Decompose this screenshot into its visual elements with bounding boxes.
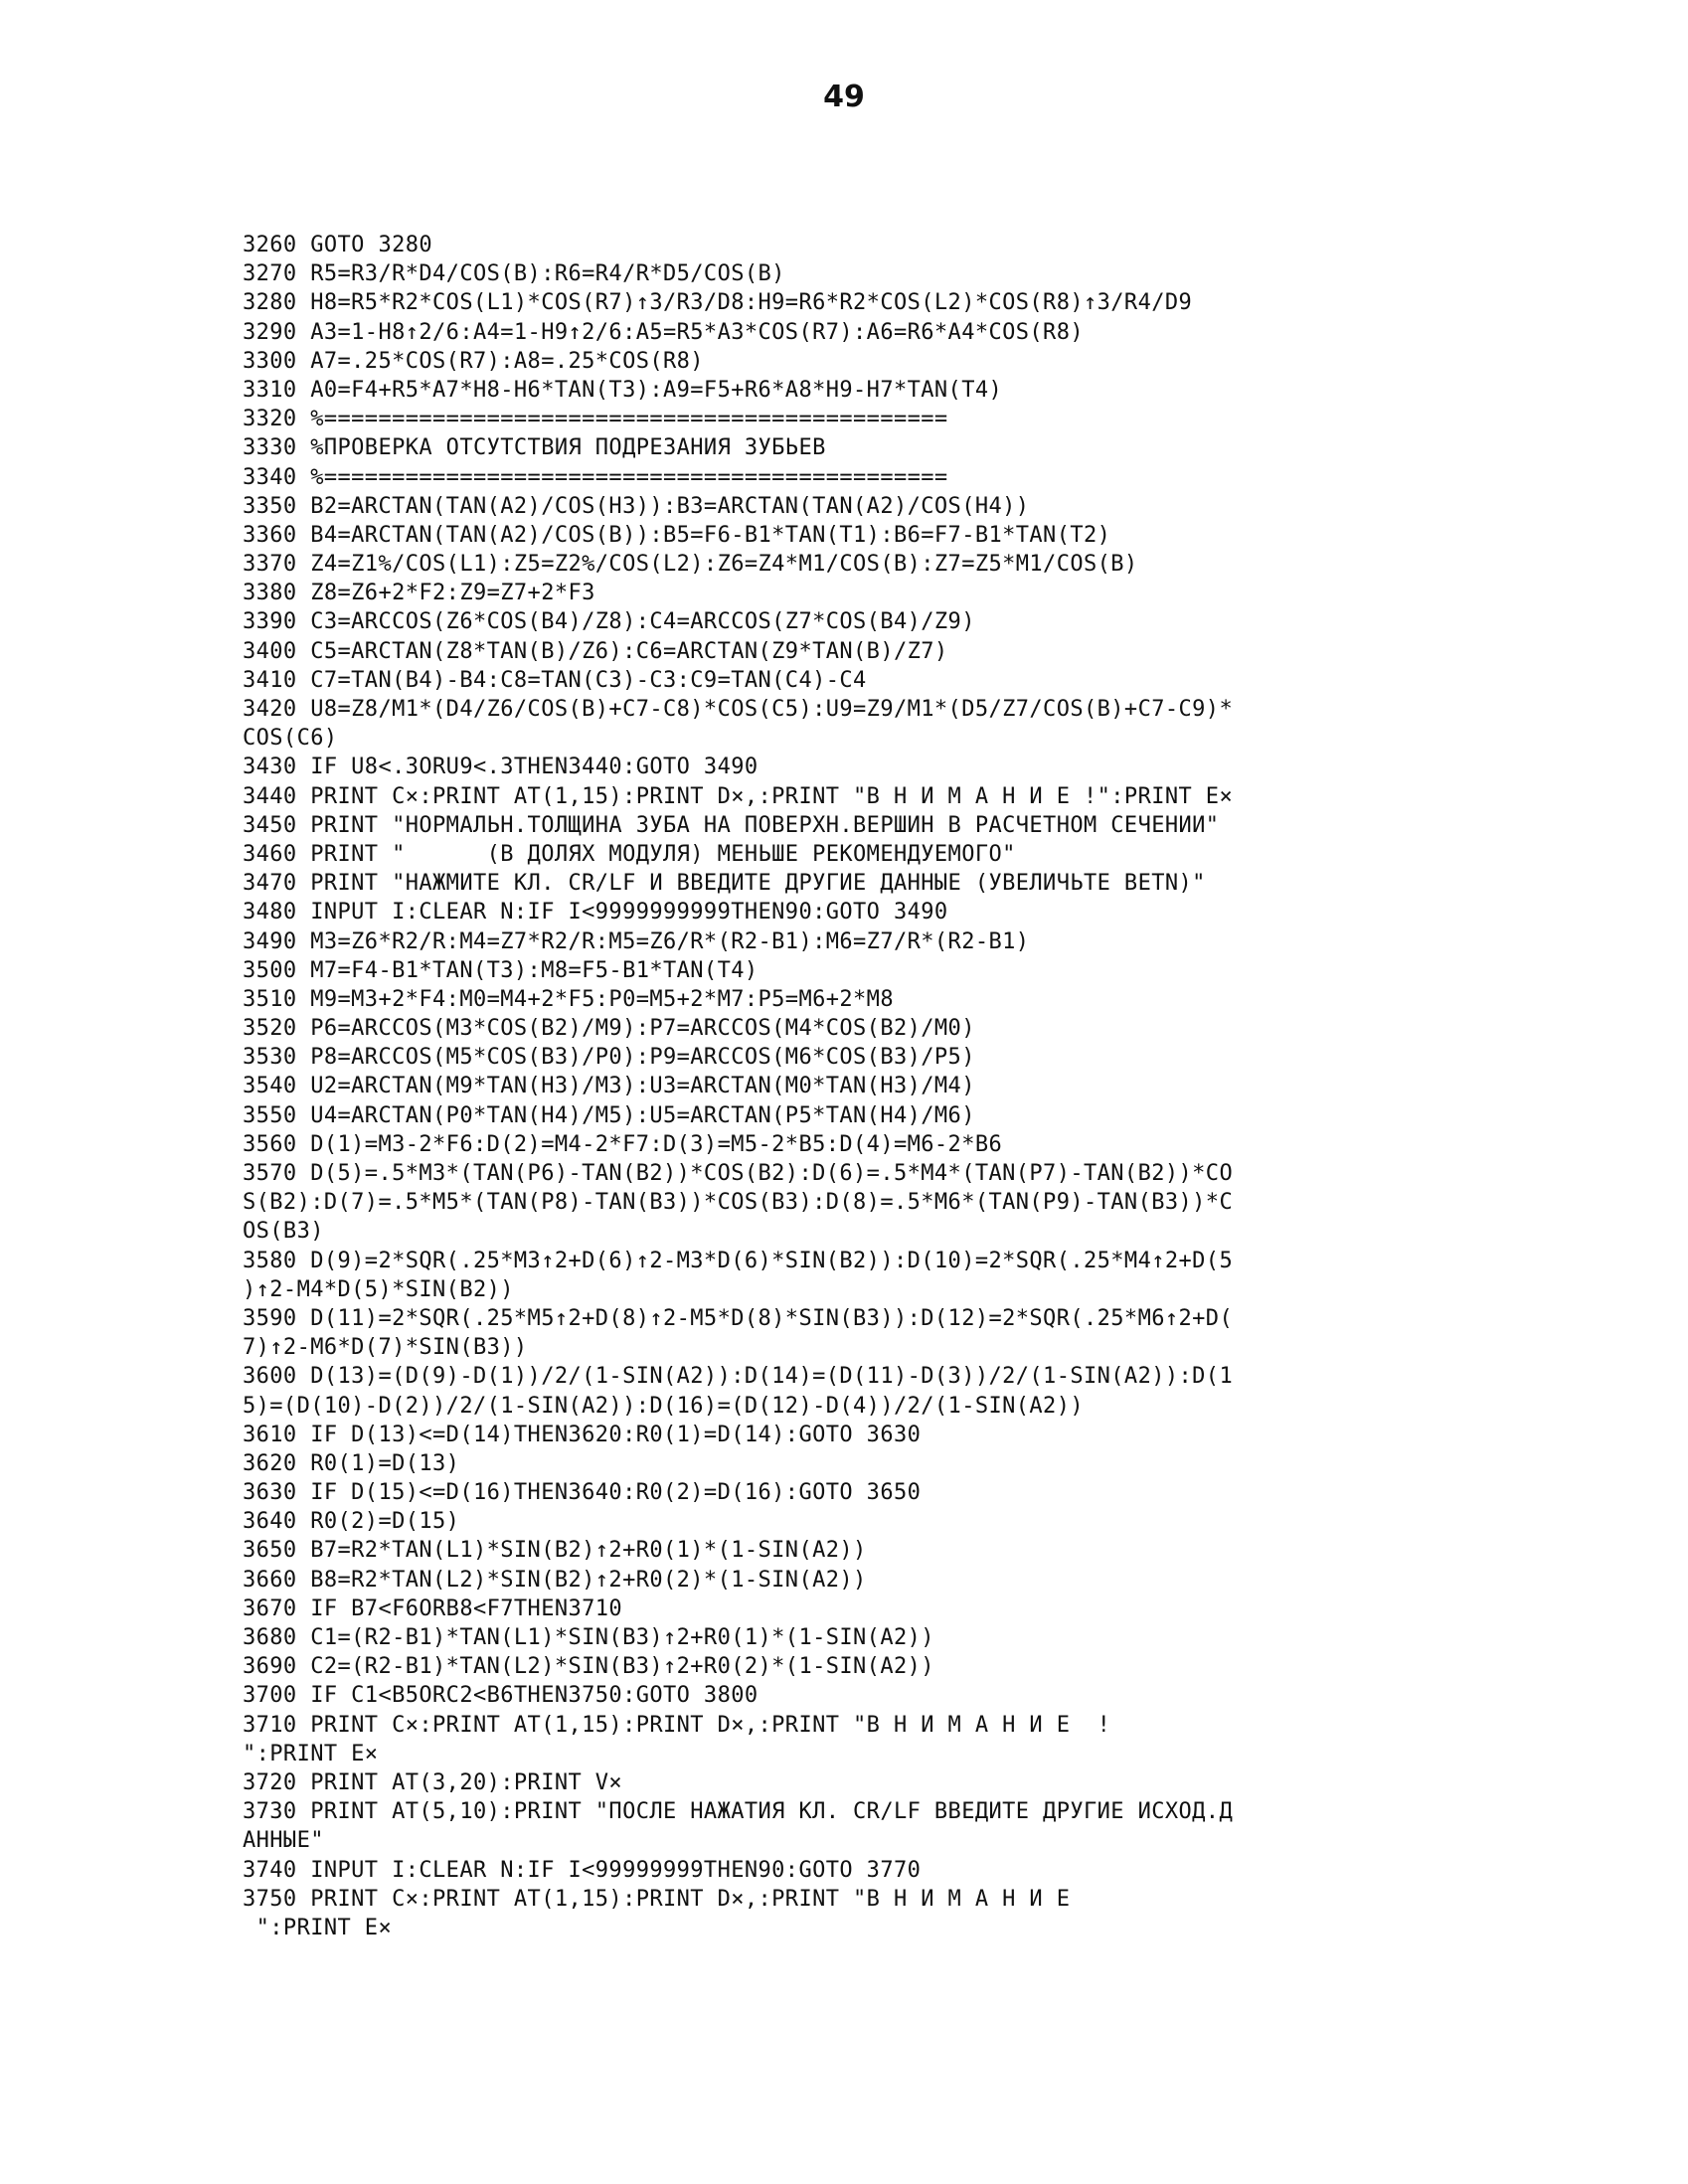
code-line: 3640 R0(2)=D(15) [243, 1509, 460, 1535]
code-line: 3660 B8=R2*TAN(L2)*SIN(B2)↑2+R0(2)*(1-SIN(A2)) [243, 1567, 867, 1593]
code-line: 3470 PRINT "НАЖМИТЕ КЛ. CR/LF И ВВЕДИТЕ ДРУГИЕ ДАННЫЕ (УВЕЛИЧЬТЕ BETN)" [243, 871, 1206, 897]
code-line: 3510 M9=M3+2*F4:M0=M4+2*F5:P0=M5+2*M7:P5=M6+2*M8 [243, 986, 894, 1012]
code-line: 3520 P6=ARCCOS(M3*COS(B2)/M9):P7=ARCCOS(M4*COS(B2)/M0) [243, 1016, 975, 1042]
code-line: АННЫЕ" [243, 1828, 324, 1854]
code-line: 3680 C1=(R2-B1)*TAN(L1)*SIN(B3)↑2+R0(1)*(1-SIN(A2)) [243, 1625, 934, 1650]
code-line: 3420 U8=Z8/M1*(D4/Z6/COS(B)+C7-C8)*COS(C5):U9=Z9/M1*(D5/Z7/COS(B)+C7-C9)* [243, 697, 1234, 722]
code-line: 3540 U2=ARCTAN(M9*TAN(H3)/M3):U3=ARCTAN(M0*TAN(H3)/M4) [243, 1074, 975, 1099]
code-line: 3700 IF C1<B5ORC2<B6THEN3750:GOTO 3800 [243, 1683, 759, 1709]
code-line: 3400 C5=ARCTAN(Z8*TAN(B)/Z6):C6=ARCTAN(Z9*TAN(B)/Z7) [243, 638, 948, 664]
code-line: 3480 INPUT I:CLEAR N:IF I<9999999999THEN90:GOTO 3490 [243, 900, 948, 925]
code-line: 3410 C7=TAN(B4)-B4:C8=TAN(C3)-C3:C9=TAN(C4)-C4 [243, 667, 867, 693]
code-line: 3620 R0(1)=D(13) [243, 1450, 460, 1476]
code-line: 3360 B4=ARCTAN(TAN(A2)/COS(B)):B5=F6-B1*TAN(T1):B6=F7-B1*TAN(T2) [243, 522, 1111, 548]
code-line: 3530 P8=ARCCOS(M5*COS(B3)/P0):P9=ARCCOS(M6*COS(B3)/P5) [243, 1045, 975, 1071]
code-line: 3650 B7=R2*TAN(L1)*SIN(B2)↑2+R0(1)*(1-SIN(A2)) [243, 1538, 867, 1564]
code-line: S(B2):D(7)=.5*M5*(TAN(P8)-TAN(B3))*COS(B3):D(8)=.5*M6*(TAN(P9)-TAN(B3))*C [243, 1190, 1234, 1216]
code-line: 3730 PRINT AT(5,10):PRINT "ПОСЛЕ НАЖАТИЯ КЛ. CR/LF ВВЕДИТЕ ДРУГИЕ ИСХОД.Д [243, 1799, 1234, 1825]
code-line: 3280 H8=R5*R2*COS(L1)*COS(R7)↑3/R3/D8:H9=R6*R2*COS(L2)*COS(R8)↑3/R4/D9 [243, 290, 1193, 316]
code-line: 3710 PRINT C×:PRINT AT(1,15):PRINT D×,:PRINT "В Н И М А Н И Е ! [243, 1712, 1111, 1738]
code-line: 3500 M7=F4-B1*TAN(T3):M8=F5-B1*TAN(T4) [243, 957, 759, 983]
code-line: )↑2-M4*D(5)*SIN(B2)) [243, 1276, 514, 1302]
code-line: 3340 %============================================== [243, 464, 948, 490]
code-line: 3550 U4=ARCTAN(P0*TAN(H4)/M5):U5=ARCTAN(P5*TAN(H4)/M6) [243, 1102, 975, 1128]
code-line: 3300 A7=.25*COS(R7):A8=.25*COS(R8) [243, 348, 704, 374]
code-line: 3270 R5=R3/R*D4/COS(B):R6=R4/R*D5/COS(B) [243, 261, 785, 287]
code-line: 3320 %============================================== [243, 407, 948, 432]
code-line: 3390 C3=ARCCOS(Z6*COS(B4)/Z8):C4=ARCCOS(Z7*COS(B4)/Z9) [243, 609, 975, 635]
code-line: 3430 IF U8<.3ORU9<.3THEN3440:GOTO 3490 [243, 755, 759, 780]
code-line: 3690 C2=(R2-B1)*TAN(L2)*SIN(B3)↑2+R0(2)*(1-SIN(A2)) [243, 1654, 934, 1680]
code-line: 3310 A0=F4+R5*A7*H8-H6*TAN(T3):A9=F5+R6*A8*H9-H7*TAN(T4) [243, 377, 1003, 403]
code-line: 3750 PRINT C×:PRINT AT(1,15):PRINT D×,:PRINT "В Н И М А Н И Е [243, 1886, 1071, 1912]
code-line: 3600 D(13)=(D(9)-D(1))/2/(1-SIN(A2)):D(14)=(D(11)-D(3))/2/(1-SIN(A2)):D(1 [243, 1364, 1234, 1390]
code-line: 5)=(D(10)-D(2))/2/(1-SIN(A2)):D(16)=(D(12)-D(4))/2/(1-SIN(A2)) [243, 1393, 1084, 1419]
code-line: 3590 D(11)=2*SQR(.25*M5↑2+D(8)↑2-M5*D(8)*SIN(B3)):D(12)=2*SQR(.25*M6↑2+D( [243, 1305, 1234, 1331]
code-line: 3460 PRINT " (В ДОЛЯХ МОДУЛЯ) МЕНЬШЕ РЕКОМЕНДУЕМОГО" [243, 841, 1016, 867]
code-line: 3720 PRINT AT(3,20):PRINT V× [243, 1769, 623, 1795]
code-line: ":PRINT E× [243, 1741, 379, 1766]
code-line: 3450 PRINT "НОРМАЛЬН.ТОЛЩИНА ЗУБА НА ПОВЕРХН.ВЕРШИН В РАСЧЕТНОМ СЕЧЕНИИ" [243, 812, 1220, 838]
code-line: 3330 %ПРОВЕРКА ОТСУТСТВИЯ ПОДРЕЗАНИЯ ЗУБЬЕВ [243, 435, 826, 461]
code-line: 3260 GOTO 3280 [243, 233, 433, 257]
code-line: 3610 IF D(13)<=D(14)THEN3620:R0(1)=D(14):GOTO 3630 [243, 1422, 922, 1447]
code-line: 3740 INPUT I:CLEAR N:IF I<99999999THEN90:GOTO 3770 [243, 1857, 922, 1883]
code-line: ":PRINT E× [243, 1915, 393, 1940]
code-line: 3670 IF B7<F6ORB8<F7THEN3710 [243, 1596, 623, 1621]
code-line: 3290 A3=1-H8↑2/6:A4=1-H9↑2/6:A5=R5*A3*COS(R7):A6=R6*A4*COS(R8) [243, 319, 1084, 345]
program-listing [243, 231, 1535, 1942]
code-line: 3440 PRINT C×:PRINT AT(1,15):PRINT D×,:PRINT "В Н И М А Н И Е !":PRINT E× [243, 783, 1234, 809]
code-line: OS(B3) [243, 1219, 324, 1245]
code-line: COS(C6) [243, 726, 338, 752]
code-line: 3350 B2=ARCTAN(TAN(A2)/COS(H3)):B3=ARCTAN(TAN(A2)/COS(H4)) [243, 493, 1030, 519]
code-line: 3570 D(5)=.5*M3*(TAN(P6)-TAN(B2))*COS(B2):D(6)=.5*M4*(TAN(P7)-TAN(B2))*CO [243, 1161, 1234, 1186]
code-line: 3490 M3=Z6*R2/R:M4=Z7*R2/R:M5=Z6/R*(R2-B1):M6=Z7/R*(R2-B1) [243, 928, 1030, 954]
code-line: 3630 IF D(15)<=D(16)THEN3640:R0(2)=D(16):GOTO 3650 [243, 1480, 922, 1506]
code-line: 7)↑2-M6*D(7)*SIN(B3)) [243, 1335, 528, 1361]
page-number: 49 [823, 80, 865, 114]
code-line: 3370 Z4=Z1%/COS(L1):Z5=Z2%/COS(L2):Z6=Z4*M1/COS(B):Z7=Z5*M1/COS(B) [243, 552, 1138, 578]
code-line: 3560 D(1)=M3-2*F6:D(2)=M4-2*F7:D(3)=M5-2*B5:D(4)=M6-2*B6 [243, 1131, 1003, 1157]
code-line: 3380 Z8=Z6+2*F2:Z9=Z7+2*F3 [243, 581, 595, 606]
code-line: 3580 D(9)=2*SQR(.25*M3↑2+D(6)↑2-M3*D(6)*SIN(B2)):D(10)=2*SQR(.25*M4↑2+D(5 [243, 1248, 1234, 1273]
